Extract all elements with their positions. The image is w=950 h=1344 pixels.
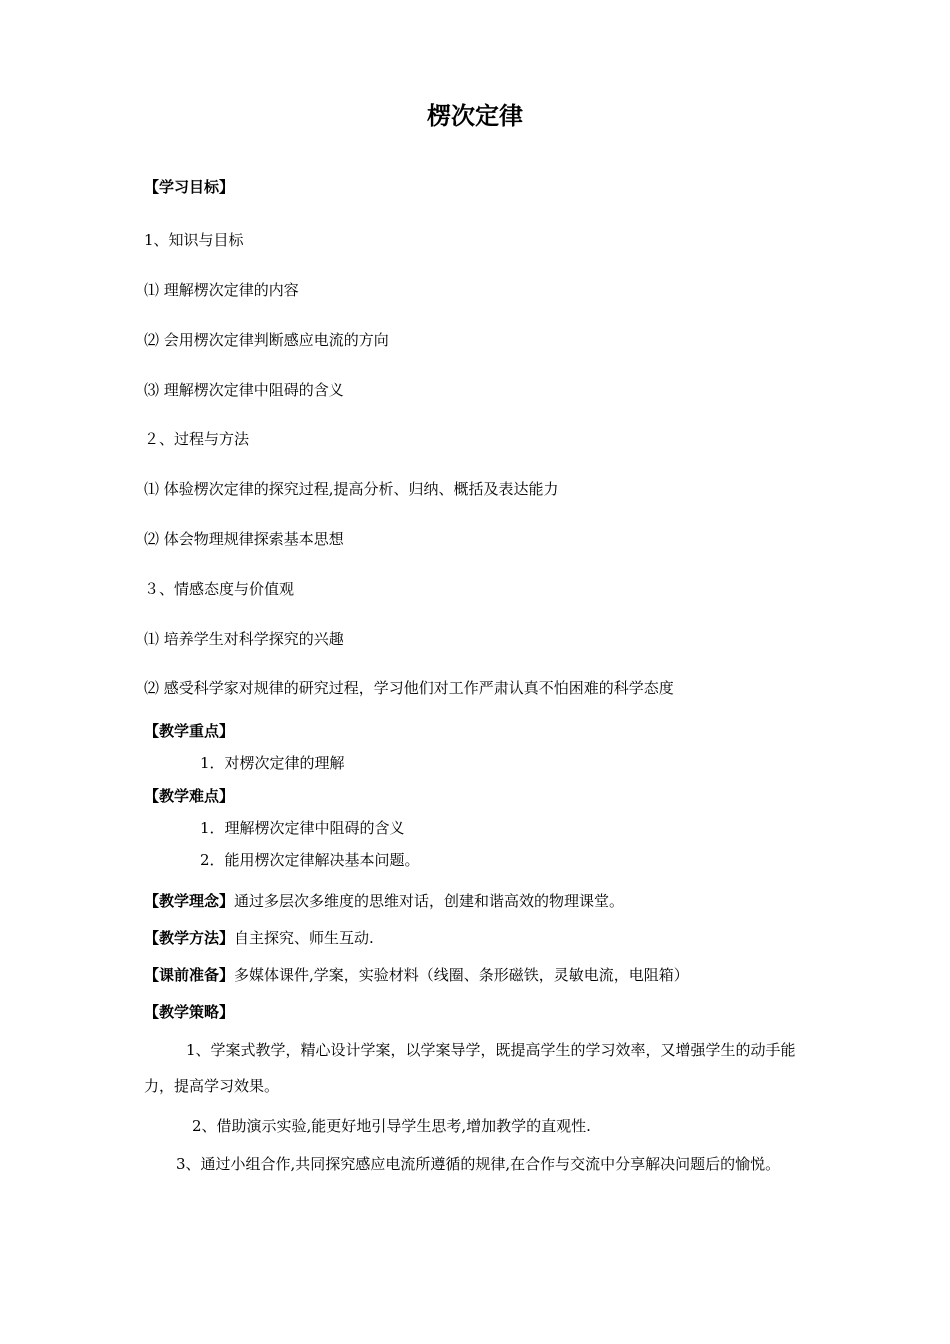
prep-label: 【课前准备】	[144, 966, 235, 984]
key-point-item: 1．对楞次定律的理解	[200, 754, 345, 772]
key-points-heading: 【教学重点】	[144, 722, 235, 740]
objective-1-item: ⑶ 理解楞次定律中阻碍的含义	[144, 381, 344, 399]
method-label: 【教学方法】	[144, 929, 235, 947]
difficulty-item: 1．理解楞次定律中阻碍的含义	[200, 819, 405, 837]
difficulty-item: 2．能用楞次定律解决基本问题。	[200, 851, 420, 869]
objective-3-title: ３、情感态度与价值观	[144, 580, 295, 598]
document-title: 楞次定律	[427, 102, 523, 130]
strategy-item: 1、学案式教学，精心设计学案，以学案导学，既提高学生的学习效率，又增强学生的动手能力，提高学习效果。	[144, 1041, 796, 1095]
method-line	[144, 927, 374, 949]
objective-2-item: ⑵ 体会物理规律探索基本思想	[144, 530, 344, 548]
strategy-heading: 【教学策略】	[144, 1003, 235, 1021]
concept-text: 通过多层次多维度的思维对话，创建和谐高效的物理课堂。	[234, 892, 625, 910]
difficulty-heading: 【教学难点】	[144, 787, 235, 805]
prep-line	[144, 964, 689, 986]
objective-1-title: 1、知识与目标	[144, 231, 244, 249]
objective-3-item: ⑵ 感受科学家对规律的研究过程，学习他们对工作严肃认真不怕困难的科学态度	[144, 679, 674, 697]
strategy-item: 3、通过小组合作,共同探究感应电流所遵循的规律,在合作与交流中分享解决问题后的愉悦。	[176, 1155, 781, 1173]
objective-2-title: ２、过程与方法	[144, 430, 250, 448]
concept-line	[144, 890, 624, 912]
objective-2-item: ⑴ 体验楞次定律的探究过程,提高分析、归纳、概括及表达能力	[144, 480, 559, 498]
objective-3-item: ⑴ 培养学生对科学探究的兴趣	[144, 630, 344, 648]
method-text: 自主探究、师生互动.	[234, 929, 374, 947]
objective-1-item: ⑵ 会用楞次定律判断感应电流的方向	[144, 331, 389, 349]
strategy-item: 2、借助演示实验,能更好地引导学生思考,增加教学的直观性.	[192, 1117, 591, 1135]
objectives-heading: 【学习目标】	[144, 178, 235, 196]
concept-label: 【教学理念】	[144, 892, 235, 910]
prep-text: 多媒体课件,学案，实验材料（线圈、条形磁铁，灵敏电流，电阻箱）	[234, 966, 689, 984]
objective-1-item: ⑴ 理解楞次定律的内容	[144, 281, 299, 299]
